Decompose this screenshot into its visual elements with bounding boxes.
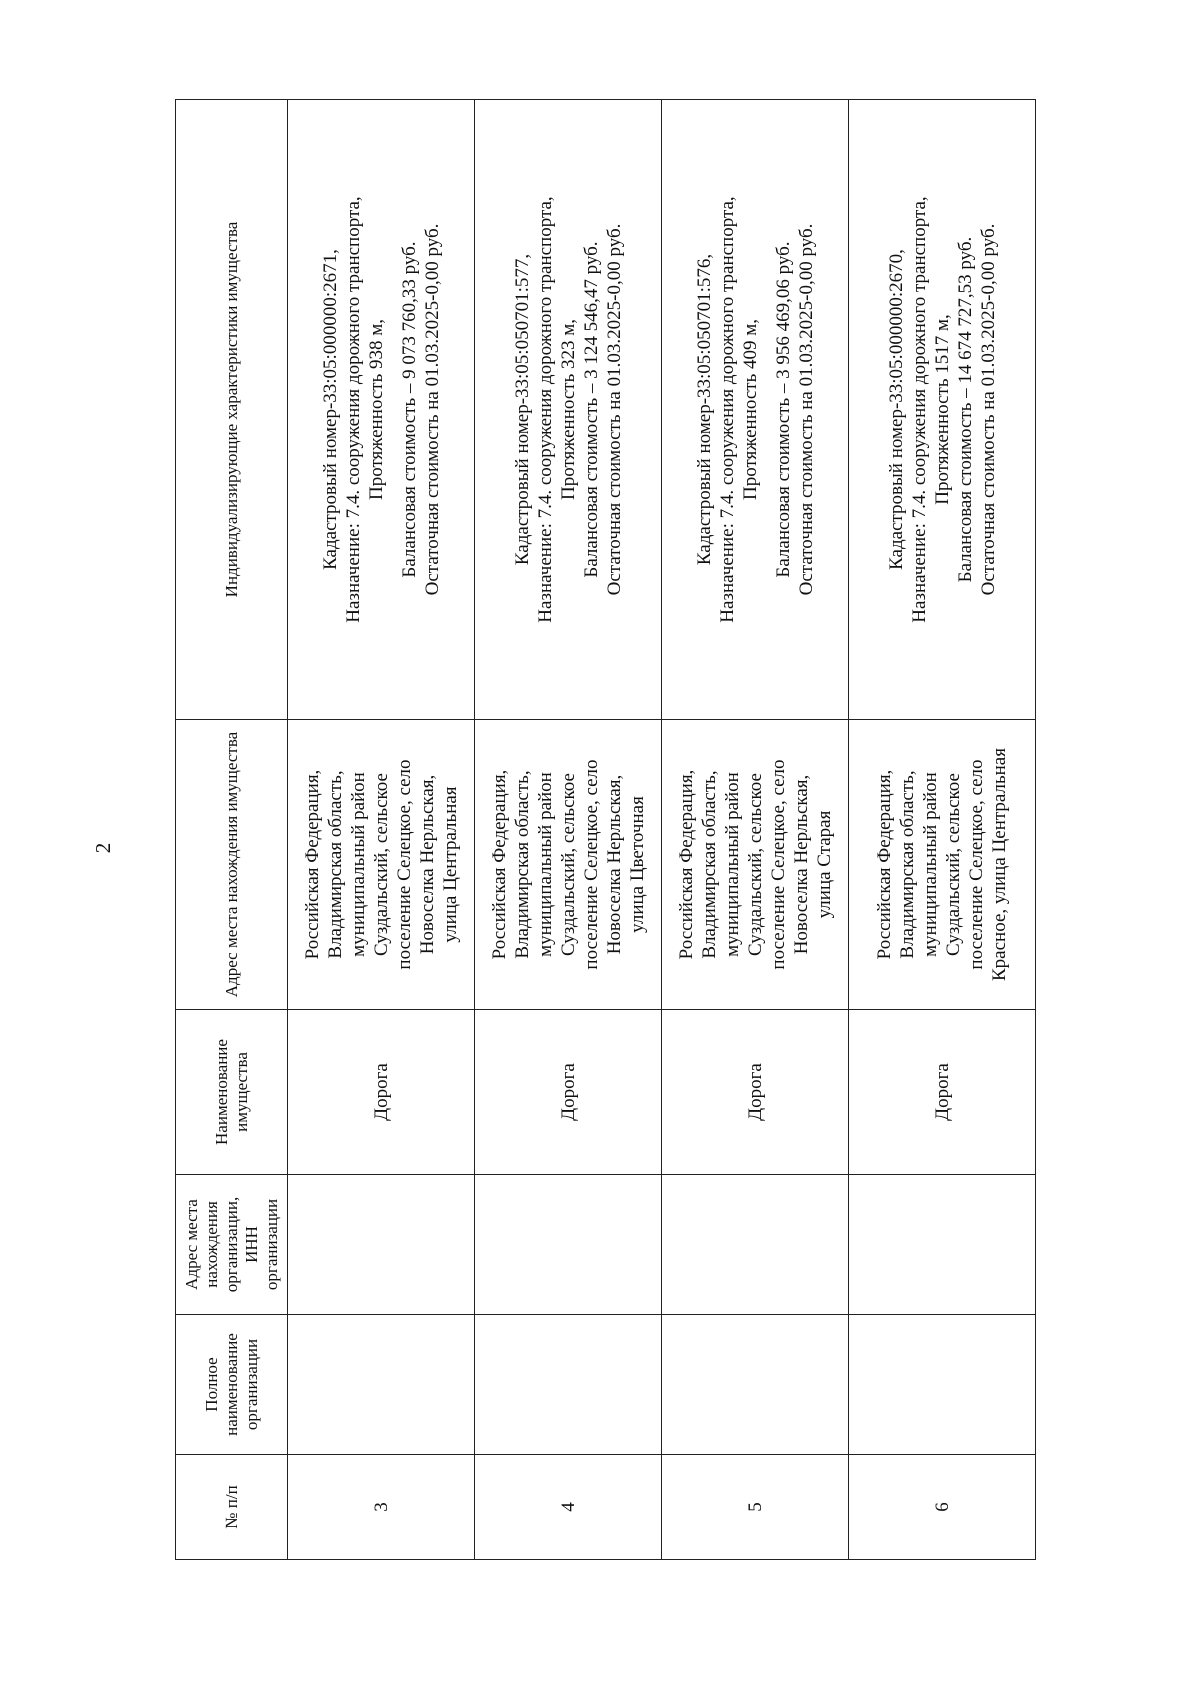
address-line: Российская Федерация, <box>488 769 510 960</box>
address-line: Владимирская область, <box>324 770 346 959</box>
purpose: Назначение: 7.4. сооружения дорожного транспорта, <box>534 196 556 623</box>
address-line: Суздальский, сельское <box>943 773 964 956</box>
row-asset-address <box>662 720 849 1010</box>
address-line: улица Центральная <box>439 786 461 943</box>
address-line: поселение Селецкое, село <box>393 759 415 970</box>
address-line: улица Цветочная <box>626 796 648 933</box>
row-org-address <box>849 1175 1036 1315</box>
residual-value: Остаточная стоимость на 01.03.2025-0,00 руб. <box>795 223 817 596</box>
table-row <box>849 100 1036 1560</box>
row-asset-name: Дорога <box>662 1010 849 1175</box>
address-line: поселение Селецкое, село <box>767 759 789 970</box>
address-line: Новоселка Нерльская, <box>790 774 812 955</box>
address-line: муниципальный район <box>721 772 743 957</box>
length: Протяженность 409 м, <box>739 318 761 501</box>
row-number: 3 <box>288 1455 475 1560</box>
address-line: Российская Федерация, <box>675 769 697 960</box>
residual-value: Остаточная стоимость на 01.03.2025-0,00 руб. <box>977 223 999 596</box>
address-line: Российская Федерация, <box>874 769 895 960</box>
address-line: поселение Селецкое, село <box>966 759 987 970</box>
address-line: Владимирская область, <box>511 770 533 959</box>
table-row <box>662 100 849 1560</box>
spacer <box>388 108 398 711</box>
purpose: Назначение: 7.4. сооружения дорожного транспорта, <box>342 196 364 623</box>
address-line: Российская Федерация, <box>301 769 323 960</box>
cadastral-number: Кадастровый номер-33:05:000000:2671, <box>319 249 341 570</box>
spacer <box>762 108 772 711</box>
row-org-address <box>288 1175 475 1315</box>
row-asset-address <box>849 720 1036 1010</box>
row-asset-name: Дорога <box>475 1010 662 1175</box>
table-row <box>288 100 475 1560</box>
balance-value: Балансовая стоимость – 3 124 546,47 руб. <box>580 241 602 578</box>
address-line: Суздальский, сельское <box>557 773 579 956</box>
header-asset-name: Наименование имущества <box>176 1010 288 1175</box>
row-org-name <box>288 1315 475 1455</box>
address-line: поселение Селецкое, село <box>580 759 602 970</box>
address-line: Суздальский, сельское <box>744 773 766 956</box>
purpose: Назначение: 7.4. сооружения дорожного транспорта, <box>716 196 738 623</box>
address-line: Владимирская область, <box>698 770 720 959</box>
cadastral-number: Кадастровый номер-33:05:050701:576, <box>693 253 715 566</box>
header-asset-address: Адрес места нахождения имущества <box>176 720 288 1010</box>
length: Протяженность 1517 м, <box>931 314 953 505</box>
length: Протяженность 938 м, <box>365 318 387 501</box>
length: Протяженность 323 м, <box>557 318 579 501</box>
cadastral-number: Кадастровый номер-33:05:050701:577, <box>511 253 533 566</box>
row-asset-name: Дорога <box>849 1010 1036 1175</box>
row-org-address <box>475 1175 662 1315</box>
header-asset-characteristics: Индивидуализирующие характеристики имущества <box>176 100 288 720</box>
row-asset-characteristics <box>475 100 662 720</box>
page-number: 2 <box>91 842 115 854</box>
row-asset-characteristics <box>849 100 1036 720</box>
address-line: Красное, улица Центральная <box>989 748 1010 981</box>
row-asset-characteristics <box>288 100 475 720</box>
address-line: муниципальный район <box>347 772 369 957</box>
address-line: Владимирская область, <box>897 770 918 959</box>
balance-value: Балансовая стоимость – 3 956 469,06 руб. <box>772 241 794 578</box>
table-header-row <box>176 100 288 1560</box>
residual-value: Остаточная стоимость на 01.03.2025-0,00 руб. <box>603 223 625 596</box>
address-line: Новоселка Нерльская, <box>603 774 625 955</box>
header-org-address: Адрес места нахождения организации, ИНН организации <box>176 1175 288 1315</box>
header-org-name: Полное наименование организации <box>176 1315 288 1455</box>
row-org-address <box>662 1175 849 1315</box>
purpose: Назначение: 7.4. сооружения дорожного транспорта, <box>908 196 930 623</box>
balance-value: Балансовая стоимость – 9 073 760,33 руб. <box>398 241 420 578</box>
row-number: 5 <box>662 1455 849 1560</box>
row-asset-name: Дорога <box>288 1010 475 1175</box>
address-line: улица Старая <box>813 810 835 919</box>
address-line: Новоселка Нерльская, <box>416 774 438 955</box>
balance-value: Балансовая стоимость – 14 674 727,53 руб. <box>954 236 976 583</box>
address-line: Суздальский, сельское <box>370 773 392 956</box>
cadastral-number: Кадастровый номер-33:05:000000:2670, <box>885 249 907 570</box>
row-org-name <box>662 1315 849 1455</box>
row-org-name <box>849 1315 1036 1455</box>
address-line: муниципальный район <box>920 772 941 957</box>
residual-value: Остаточная стоимость на 01.03.2025-0,00 руб. <box>421 223 443 596</box>
row-org-name <box>475 1315 662 1455</box>
row-asset-address <box>475 720 662 1010</box>
table-row <box>475 100 662 1560</box>
address-line: муниципальный район <box>534 772 556 957</box>
row-number: 4 <box>475 1455 662 1560</box>
row-number: 6 <box>849 1455 1036 1560</box>
header-number: № п/п <box>176 1455 288 1560</box>
property-table <box>175 99 1036 1560</box>
property-table-container <box>175 100 1035 1560</box>
row-asset-address <box>288 720 475 1010</box>
row-asset-characteristics <box>662 100 849 720</box>
